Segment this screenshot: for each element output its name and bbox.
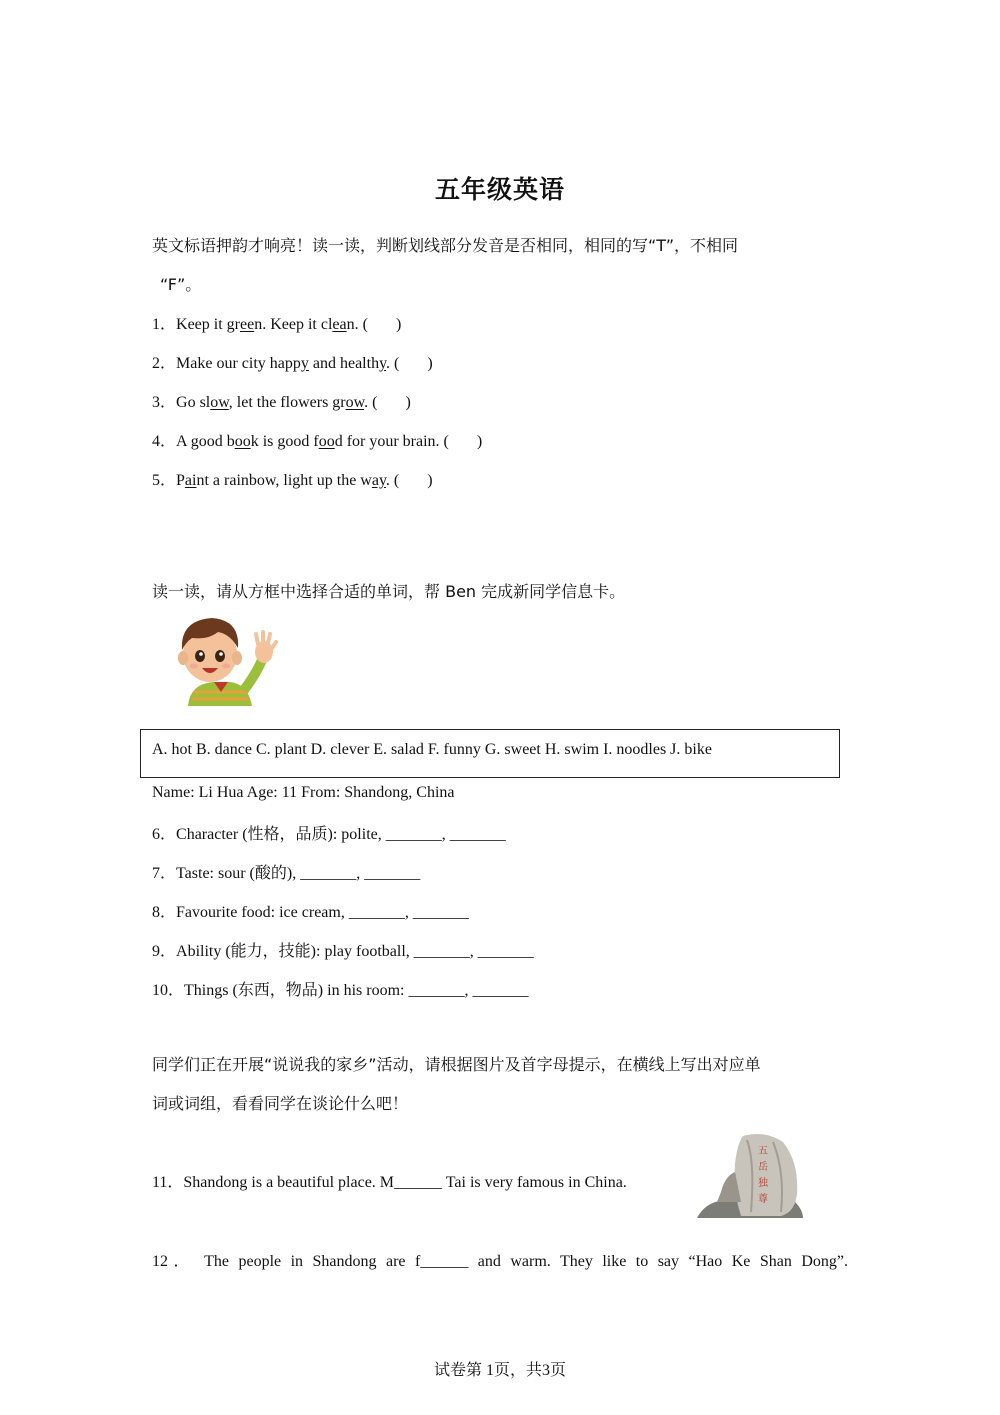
question-number: 8． (152, 904, 177, 921)
question-11: 11．Shandong is a beautiful place. M______ Tai is very famous in China. (152, 1174, 627, 1191)
section1-instruction-line1: 英文标语押韵才响亮！读一读，判断划线部分发音是否相同，相同的写“T”，不相同 (152, 236, 739, 255)
question-number: 4． (152, 433, 177, 450)
question-number: 6． (152, 826, 177, 843)
stone-char-3: 独 (758, 1178, 768, 1189)
question-4 (152, 428, 482, 451)
question-7 (152, 860, 420, 883)
info-card-line: Name: Li Hua Age: 11 From: Shandong, China (152, 784, 455, 801)
question-number: 7． (152, 865, 177, 882)
question-9 (152, 938, 534, 961)
underlined-part: ay (371, 472, 386, 489)
boy-waving-image (168, 612, 280, 706)
underlined-part: ow (210, 394, 229, 411)
page-footer: 试卷第 1页，共3页 (433, 1362, 566, 1379)
question-text: . ( (364, 394, 378, 411)
underlined-part: oo (318, 433, 335, 450)
question-text: Favourite food: ice cream, _______, _______ (176, 904, 469, 921)
stone-char-2: 岳 (758, 1162, 768, 1173)
close-paren: ) (427, 355, 433, 372)
section3-instruction-line2: 词或词组，看看同学在谈论什么吧！ (152, 1094, 409, 1113)
question-text: k is good f (250, 433, 319, 450)
question-6 (152, 821, 506, 844)
stone-char-1: 五 (758, 1146, 768, 1157)
question-text: n. ( (346, 316, 368, 333)
question-8 (152, 899, 469, 922)
question-number: 9． (152, 943, 177, 960)
question-3 (152, 389, 411, 412)
question-text: . ( (385, 472, 400, 489)
question-number: 5． (152, 472, 177, 489)
question-text: P (176, 472, 185, 489)
question-2 (152, 350, 433, 373)
stone-char-4: 尊 (758, 1194, 768, 1205)
underlined-part: y (300, 355, 309, 372)
close-paren: ) (427, 472, 433, 489)
underlined-part: ea (332, 316, 347, 333)
section2-instruction: 读一读，请从方框中选择合适的单词，帮 Ben 完成新同学信息卡。 (152, 582, 626, 601)
question-text: n. Keep it cl (254, 316, 333, 333)
question-text: nt a rainbow, light up the w (196, 472, 372, 489)
question-text: Ability (能力，技能): play football, _______, _______ (176, 943, 534, 960)
question-number: 3． (152, 394, 177, 411)
close-paren: ) (476, 433, 483, 450)
question-text: , let the flowers gr (228, 394, 346, 411)
question-text: Keep it gr (176, 316, 240, 333)
underlined-part: ow (345, 394, 365, 411)
question-5 (152, 467, 433, 490)
question-text: and health (308, 355, 380, 372)
underlined-part: oo (234, 433, 251, 450)
question-text: Taste: sour (酸的), _______, _______ (176, 865, 421, 882)
underlined-part: ee (240, 316, 255, 333)
underlined-part: y (379, 355, 387, 372)
question-text: d for your brain. ( (334, 433, 449, 450)
question-12: 12． The people in Shandong are f______ and warm. They like to say “Hao Ke Shan Dong”. (152, 1253, 848, 1270)
question-number: 1． (152, 316, 177, 333)
question-1 (152, 311, 401, 334)
section1-instruction-line2: “F”。 (160, 275, 202, 294)
taishan-stone-image (695, 1132, 805, 1220)
question-number: 2． (152, 355, 177, 372)
question-text: Things (东西，物品) in his room: _______, _______ (184, 982, 529, 999)
page-title: 五年级英语 (434, 175, 565, 204)
underlined-part: ai (184, 472, 197, 489)
question-text: Make our city happ (176, 355, 301, 372)
question-text: Go sl (176, 394, 211, 411)
question-number: 10． (152, 982, 185, 999)
close-paren: ) (405, 394, 411, 411)
question-text: A good b (176, 433, 235, 450)
word-choice-list: A. hot B. dance C. plant D. clever E. salad F. funny G. sweet H. swim I. noodles J. bike (152, 741, 712, 758)
question-10 (152, 977, 528, 1000)
question-text: . ( (386, 355, 400, 372)
word-choice-box (140, 729, 840, 778)
section3-instruction-line1: 同学们正在开展“说说我的家乡”活动，请根据图片及首字母提示，在横线上写出对应单 (152, 1055, 761, 1074)
question-text: Character (性格，品质): polite, _______, _______ (176, 826, 506, 843)
close-paren: ) (395, 316, 402, 333)
